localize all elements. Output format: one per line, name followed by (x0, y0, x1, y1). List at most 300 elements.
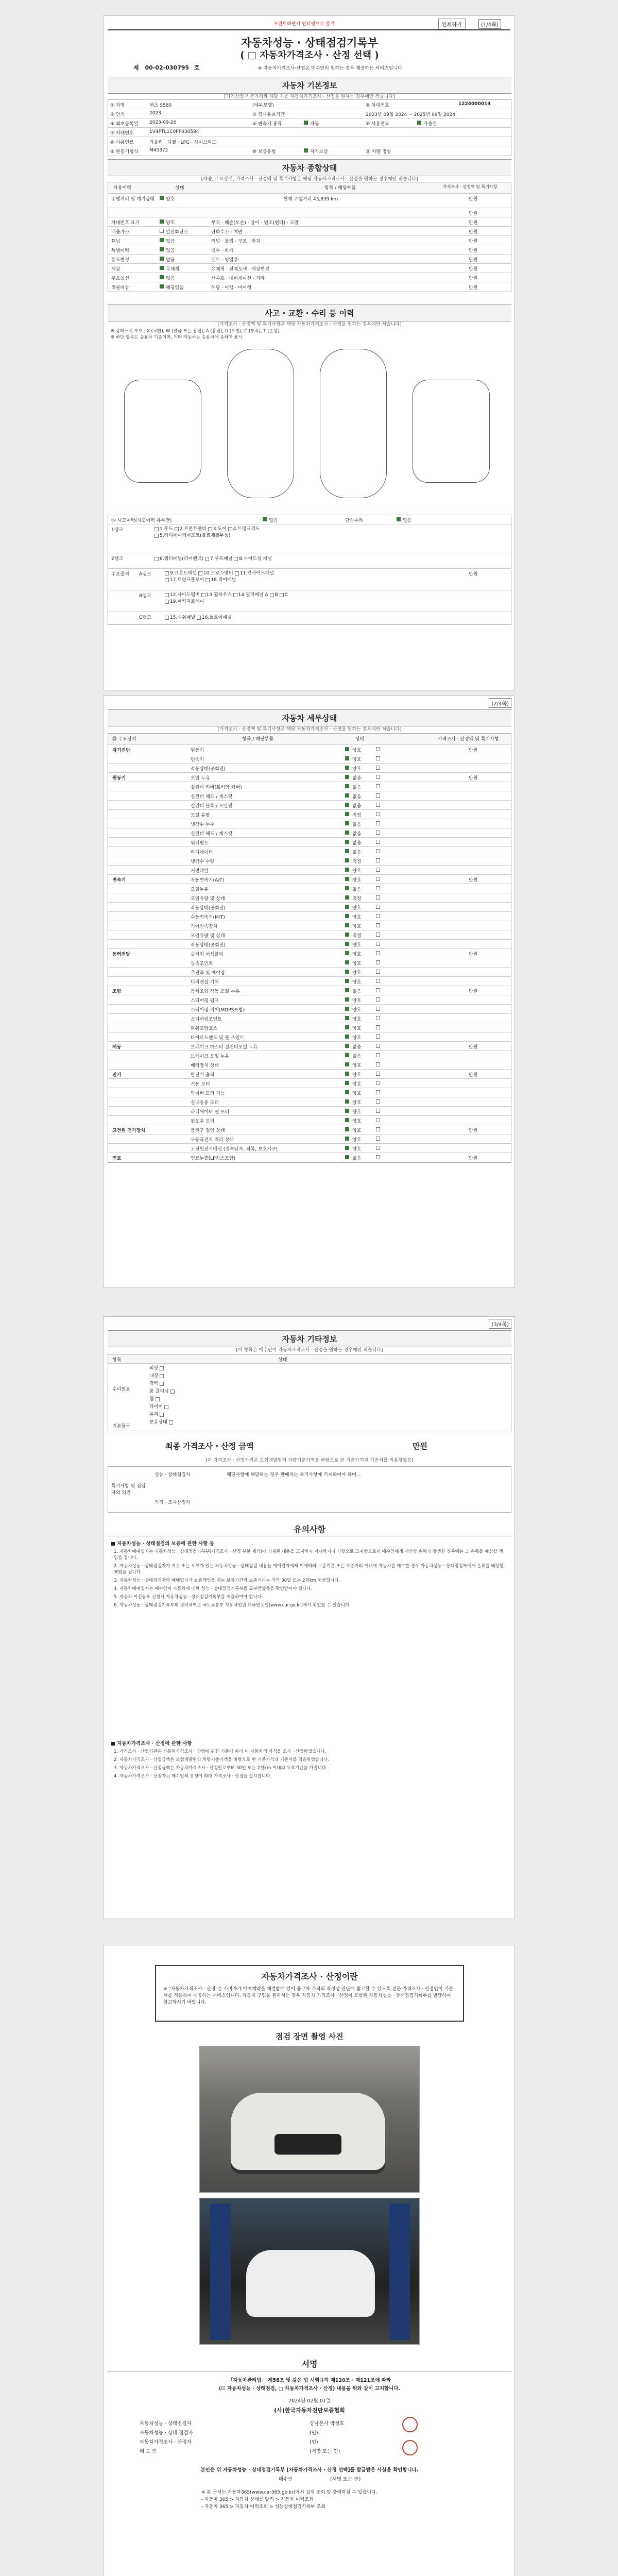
checkbox-icon[interactable] (345, 1099, 349, 1104)
final-price-sub: [이 가격조사 · 산정가격은 보험개발원의 차량기준가액을 바탕으로 한 기준가격과 기준서를 적용하였음] (205, 1458, 414, 1463)
basic-row: ② 연식 2023 ③ 검사유효기간 2023년 09일 2024 ~ 2025년 09일 2024 (108, 109, 511, 118)
checkbox-icon[interactable] (376, 914, 380, 918)
checkbox-icon[interactable] (397, 517, 401, 521)
checkbox-icon[interactable] (376, 812, 380, 816)
checkbox-icon[interactable] (376, 951, 380, 955)
checkbox-icon[interactable] (169, 1420, 173, 1425)
detail-item-label: 오일 유량 (191, 813, 210, 818)
checkbox-icon[interactable] (345, 942, 349, 946)
checkbox-icon[interactable] (345, 1109, 349, 1113)
detail-state: 없음 (352, 850, 362, 855)
checkbox-icon[interactable] (376, 1035, 380, 1039)
detail-state: 없음 (352, 785, 362, 790)
checkbox-icon[interactable] (376, 1146, 380, 1150)
detail-item-label: 워터펌프 (191, 841, 209, 846)
car-diagram (124, 344, 495, 509)
accident-row: 1랭크 1.후드 2.프론트펜더 3.도어 4.트렁크리드 5.라디에이터서포트(볼트체결부품) (108, 524, 511, 553)
detail-row (108, 1144, 511, 1153)
checkbox-icon[interactable] (304, 148, 308, 152)
summary-row: 주요옵션 없음 선루프 · 내비게이션 · 기타 만원 (108, 273, 511, 282)
checkbox-icon[interactable] (376, 803, 380, 807)
price-unit: 만원 (469, 776, 478, 781)
caution-item: 3. 자동차가격조사 · 산정금액은 자동차가격조사 · 산정일로부터 30일 또는 2천km 이내의 유효기간을 가집니다. (114, 1766, 328, 1771)
car-grille-shape (274, 2134, 341, 2155)
detail-row (108, 884, 511, 893)
detail-item-label: 커먼레일 (191, 869, 209, 874)
checkbox-icon[interactable] (160, 257, 164, 261)
repair-item: 보유상태 (149, 1419, 176, 1427)
detail-row (108, 1079, 511, 1088)
signer-row: 자동차성능 · 상태 점검자 (인) (140, 2430, 318, 2436)
repair-item: 휠 (149, 1396, 176, 1403)
checkbox-icon[interactable] (345, 1025, 349, 1029)
checkbox-icon[interactable] (345, 840, 349, 844)
basic-info-title: 자동차 기본정보 (108, 77, 511, 94)
checkbox-icon[interactable] (345, 886, 349, 890)
checkbox-icon[interactable] (160, 284, 164, 289)
checkbox-icon[interactable] (345, 775, 349, 779)
detail-state: 적정 (352, 813, 362, 818)
checkbox-icon[interactable] (345, 1146, 349, 1150)
inspection-photo-front (199, 2046, 420, 2193)
price-unit: 만원 (469, 1156, 478, 1161)
detail-row (108, 958, 511, 968)
summary-row: 용도변경 없음 렌트 · 영업용 만원 (108, 255, 511, 264)
detail-item-label: 실린더 블록 / 오일팬 (191, 804, 233, 809)
summary-row: 배출가스 일산화탄소 탄화수소 · 매연 만원 (108, 227, 511, 236)
detail-item-label: 자동변속기(A/T) (191, 878, 225, 883)
final-price-unit: 만원 (413, 1442, 427, 1451)
signer-row: 자동차성능 · 상태점검자 강남본사 박정호 (140, 2421, 345, 2427)
footer-note: - 자동차 365 > 자동차 이력조회 > 성능상태점검기록부 조회 (201, 2504, 325, 2510)
summary-row: 색상 무채색 유채색 · 전체도색 · 색상변경 만원 (108, 264, 511, 273)
checkbox-icon[interactable] (376, 1007, 380, 1011)
checkbox-icon[interactable] (170, 1389, 175, 1394)
checkbox-icon[interactable] (376, 1025, 380, 1029)
detail-group-label: 제동 (112, 1045, 122, 1050)
checkbox-icon[interactable] (376, 858, 380, 862)
checkbox-icon[interactable] (376, 784, 380, 788)
detail-item-label: 고전원전기배선 (접속단자, 피복, 보호기구) (191, 1147, 278, 1152)
detail-item-label: 구동축전지 격리 상태 (191, 1138, 234, 1143)
checkbox-icon[interactable] (345, 1155, 349, 1159)
price-unit: 만원 (469, 1073, 478, 1078)
detail-title: 자동차 세부상태 (108, 709, 511, 726)
detail-state: 양호 (352, 998, 362, 1004)
checkbox-icon[interactable] (376, 756, 380, 760)
checkbox-icon[interactable] (345, 905, 349, 909)
checkbox-icon[interactable] (345, 979, 349, 983)
accident-row: B랭크 12.사이드멤버 13.휠하우스 14.필러패널 A B C 19.패키지트레이 (108, 590, 511, 612)
checkbox-icon[interactable] (376, 868, 380, 872)
detail-item-label: 오일유량 및 상태 (191, 896, 225, 902)
detail-state: 없음 (352, 989, 362, 994)
checkbox-icon[interactable] (164, 1405, 168, 1409)
detail-row (108, 968, 511, 977)
detail-row (108, 930, 511, 940)
sign-text-1: 「자동차관리법」 제58조 및 같은 법 시행규칙 제120조 · 제121조에 따라 (228, 2378, 391, 2383)
detail-state: 양호 (352, 1119, 362, 1124)
detail-state: 적정 (352, 859, 362, 865)
detail-row (108, 810, 511, 819)
basic-row: ⑨ 원동기형식 M45372 ⑩ 보증유형 자가보증 ⑪ 차량 명칭 (110, 148, 391, 155)
checkbox-icon[interactable] (160, 247, 164, 251)
record-no-label: 제 (133, 64, 139, 71)
detail-row (108, 921, 511, 930)
detail-state: 적정 (352, 896, 362, 902)
detail-group-label: 고전원 전기장치 (112, 1128, 145, 1133)
basic-info-table (108, 99, 511, 156)
detail-state: 양호 (352, 1110, 362, 1115)
checkbox-icon[interactable] (417, 121, 421, 125)
sign-date: 2024년 02월 01일 (288, 2398, 331, 2404)
detail-state: 양호 (352, 952, 362, 957)
checkbox-icon[interactable] (376, 1155, 380, 1159)
detail-item-label: 실린더 커버(로커암 커버) (191, 785, 242, 790)
car-right-side (413, 380, 490, 483)
detail-state: 없음 (352, 1045, 362, 1050)
checkbox-icon[interactable] (160, 266, 164, 270)
stamp (402, 2440, 418, 2455)
summary-row: 리콜대상 해당없음 해당 · 이행 · 미이행 만원 (108, 282, 511, 292)
detail-item-label: 추진축 및 베어링 (191, 971, 225, 976)
detail-state: 양호 (352, 915, 362, 920)
caution-head-2: ■ 자동차가격조사 · 산정에 관한 사항 (111, 1741, 192, 1747)
detail-item-label: 오일유량 및 상태 (191, 934, 225, 939)
repair-item: 유리 (149, 1411, 176, 1419)
checkbox-icon[interactable] (345, 914, 349, 918)
checkbox-icon[interactable] (376, 1016, 380, 1020)
checkbox-icon[interactable] (376, 933, 380, 937)
checkbox-icon[interactable] (345, 849, 349, 853)
repair-group-label: 수리필요 (112, 1387, 130, 1392)
detail-row (108, 995, 511, 1005)
checkbox-icon[interactable] (160, 219, 164, 224)
checkbox-icon[interactable] (376, 923, 380, 927)
checkbox-icon[interactable] (345, 923, 349, 927)
summary-row: 특별이력 없음 침수 · 화재 만원 (108, 245, 511, 255)
checkbox-icon[interactable] (345, 821, 349, 825)
detail-item-label: 동력조향 작동 오일 누유 (191, 989, 240, 994)
checkbox-icon[interactable] (345, 951, 349, 955)
checkbox-icon[interactable] (160, 238, 164, 242)
checkbox-icon[interactable] (345, 784, 349, 788)
repair-item: 룸 클리닝 (149, 1388, 176, 1396)
confirm-text: 본인은 위 자동차성능 · 상태점검기록부 [자동차가격조사 · 산정 선택]를 발급받은 사실을 확인합니다. (200, 2467, 419, 2473)
detail-state: 없음 (352, 794, 362, 800)
detail-group-label: 전기 (112, 1073, 122, 1078)
basic-info-sub: [가격산정 기준가격과 해당 차종 자동차가격조사 · 산정을 원하는 경우에만 적습니다] (224, 94, 395, 99)
checkbox-icon[interactable] (345, 766, 349, 770)
checkbox-icon[interactable] (345, 858, 349, 862)
summary-table (108, 182, 511, 292)
special-label: 특기사항 및 점검자의 의견 (111, 1484, 146, 1496)
caution-item: 2. 자동차성능 · 상태점검자가 거짓 또는 오류가 있는 자동차성능 · 상태점검 내용을 매매업자에게 이에따라 보증기간 또는 보증거리 이내에 자동차를 매수한 경우 자동차성능 · 상태점검자에게 손해를 배상할 책임을 집니다. (114, 1564, 504, 1575)
checkbox-icon[interactable] (345, 747, 349, 751)
checkbox-icon[interactable] (376, 960, 380, 964)
detail-row (108, 1125, 511, 1134)
repair-item: 내장 (149, 1372, 176, 1380)
checkbox-icon[interactable] (376, 1127, 380, 1131)
checkbox-icon[interactable] (376, 775, 380, 779)
checkbox-icon[interactable] (345, 803, 349, 807)
price-unit: 만원 (469, 1045, 478, 1050)
detail-group-label: 연료 (112, 1156, 122, 1161)
detail-state: 양호 (352, 1036, 362, 1041)
detail-sub: [가격조사 · 산정액 및 특기사항은 해당 자동차가격조사 · 산정을 원하는 경우에만 적습니다] (217, 727, 402, 732)
checkbox-icon[interactable] (345, 1127, 349, 1131)
summary-header: 사용이력 상태 항목 / 해당부품 가격조사 · 산정액 및 특기사항 (108, 182, 511, 194)
detail-row (108, 1005, 511, 1014)
detail-state: 없음 (352, 887, 362, 892)
page-1 (103, 15, 515, 690)
detail-group-label: 원동기 (112, 776, 126, 781)
checkbox-icon[interactable] (376, 942, 380, 946)
checkbox-icon[interactable] (376, 1099, 380, 1104)
detail-item-label: 실린더 헤드 / 개스킷 (191, 794, 233, 800)
detail-item-label: 디퍼렌셜 기어 (191, 980, 219, 985)
detail-item-label: 스티어링 기어(MDPS포함) (191, 1008, 245, 1013)
caution-item: 4. 자동차가격조사 · 산정자는 매수인의 요청에 따라 가격조사 · 산정을 실시합니다. (114, 1774, 271, 1779)
checkbox-icon[interactable] (345, 1081, 349, 1085)
checkbox-icon[interactable] (376, 905, 380, 909)
car-front-shape (231, 2093, 385, 2170)
checkbox-icon[interactable] (304, 121, 308, 125)
detail-state: 양호 (352, 943, 362, 948)
checkbox-icon[interactable] (345, 988, 349, 992)
stamp (402, 2417, 418, 2432)
checkbox-icon[interactable] (160, 1366, 164, 1370)
price-unit: 만원 (469, 1128, 478, 1133)
print-button[interactable]: 인쇄하기 (438, 19, 466, 29)
checkbox-icon[interactable] (160, 229, 164, 233)
summary-row: 주행거리 및 계기상태 양호 현재 주행거리 43,839 km 만원 (108, 194, 511, 208)
checkbox-icon[interactable] (160, 275, 164, 279)
checkbox-icon[interactable] (376, 886, 380, 890)
detail-item-label: 윈도우 모터 (191, 1119, 215, 1124)
checkbox-icon[interactable] (345, 895, 349, 900)
signer-row: 자동차가격조사 · 산정자 (인) (140, 2439, 318, 2445)
checkbox-icon[interactable] (156, 1397, 160, 1401)
accident-row: 2랭크 6.쿼터패널(리어펜더) 7.루프패널 8.사이드실 패널 (108, 553, 511, 569)
checkbox-icon[interactable] (345, 1035, 349, 1039)
detail-state: 양호 (352, 748, 362, 753)
repair-item: 광택 (149, 1380, 176, 1388)
accident-legend-2: ※ 하단 항목은 승용차 기준이며, 기타 자동차는 승용차에 준하여 표시 (111, 335, 243, 340)
checkbox-icon[interactable] (345, 1016, 349, 1020)
detail-item-label: 브레이크 오일 누유 (191, 1054, 230, 1059)
lift-structure (210, 2204, 231, 2340)
signer-row: 매 도 인 (서명 또는 인) (140, 2449, 340, 2454)
detail-state: 양호 (352, 1082, 362, 1087)
detail-state: 양호 (352, 1063, 362, 1069)
detail-row (108, 1060, 511, 1070)
checkbox-icon[interactable] (345, 933, 349, 937)
price-unit: 만원 (469, 989, 478, 994)
caution-item: 2. 자동차가격조사 · 산정금액은 보험개발원의 차량기준가액을 바탕으로 한 기준가격과 기준서를 적용하였습니다. (114, 1757, 330, 1762)
checkbox-icon[interactable] (376, 1062, 380, 1066)
detail-state: 양호 (352, 1138, 362, 1143)
repair-item: 외장 (149, 1365, 176, 1372)
accident-row: ⑮ 사고이력(사고이력 유무만) 없음 단순수리 없음 (108, 515, 511, 524)
detail-group-label: 동력전달 (112, 952, 130, 957)
accident-row: C랭크 15.대쉬패널 16.플로어패널 (139, 615, 232, 620)
checkbox-icon[interactable] (376, 766, 380, 770)
checkbox-icon[interactable] (376, 1118, 380, 1122)
basic-items-label: 기본품목 (112, 1424, 130, 1429)
detail-item-label: 오일누유 (191, 887, 209, 892)
checkbox-icon[interactable] (376, 1072, 380, 1076)
detail-row (108, 754, 511, 764)
final-price-title: 최종 가격조사 · 산정 금액 (165, 1442, 254, 1451)
checkbox-icon[interactable] (345, 812, 349, 816)
detail-item-label: 와이퍼 모터 기능 (191, 1091, 225, 1096)
repair-item: 타이어 (149, 1403, 176, 1411)
sign-org: (사)한국자동차진단보증협회 (274, 2407, 345, 2414)
detail-row (108, 1153, 511, 1162)
document-subtitle: ( □ 자동차가격조사 · 산정 선택 ) (240, 50, 379, 61)
checkbox-icon[interactable] (376, 1137, 380, 1141)
detail-row (108, 977, 511, 986)
caution-title: 유의사항 (294, 1524, 325, 1534)
detail-item-label: 작동상태(공회전) (191, 943, 226, 948)
detail-item-label: 오일 누유 (191, 776, 210, 781)
accident-sub: [가격조사 · 산정액 및 특기사항은 해당 자동차가격조사 · 산정을 원하는 경우에만 적습니다] (217, 322, 402, 327)
detail-row (108, 1097, 511, 1107)
top-notice[interactable]: 프린트하면서 인터넷으로 알기 (273, 22, 335, 27)
checkbox-icon[interactable] (376, 988, 380, 992)
basic-row: ① 차명 벤츠 S580 (세부모델) ⑨ 차대번호 1224000014 (108, 100, 511, 109)
checkbox-icon[interactable] (376, 793, 380, 798)
basic-row: ⑦ 차대번호 1V4PTL1C0PP030584 (108, 128, 511, 137)
detail-state: 양호 (352, 906, 362, 911)
checkbox-icon[interactable] (376, 1109, 380, 1113)
detail-row (108, 866, 511, 875)
detail-item-label: 배력장치 상태 (191, 1063, 219, 1069)
detail-item-label: 냉각수 누수 (191, 822, 215, 827)
checkbox-icon[interactable] (345, 970, 349, 974)
detail-item-label: 기어변속장치 (191, 924, 218, 929)
checkbox-icon[interactable] (345, 868, 349, 872)
other-info-title: 자동차 기타정보 (108, 1330, 511, 1347)
lift-structure (389, 2204, 410, 2340)
checkbox-icon[interactable] (376, 1053, 380, 1057)
page-4 (103, 1945, 515, 2576)
checkbox-icon[interactable] (345, 1044, 349, 1048)
summary-row: 만원 (108, 208, 511, 217)
checkbox-icon[interactable] (345, 1062, 349, 1066)
checkbox-icon[interactable] (376, 970, 380, 974)
checkbox-icon[interactable] (376, 747, 380, 751)
detail-item-label: 라디에이터 (191, 850, 213, 855)
detail-item-label: 발전기 출력 (191, 1073, 215, 1078)
summary-row: 튜닝 없음 적법 · 불법 · 구조 · 장치 만원 (108, 236, 511, 245)
car-top-view (227, 349, 294, 498)
detail-state: 양호 (352, 767, 362, 772)
checkbox-icon[interactable] (376, 1044, 380, 1048)
checkbox-icon[interactable] (376, 849, 380, 853)
detail-item-label: 타이로드엔드 및 볼 조인트 (191, 1036, 245, 1041)
detail-row (108, 856, 511, 866)
page-number: (1/4쪽) (478, 19, 501, 29)
checkbox-icon[interactable] (345, 1007, 349, 1011)
service-body: ※ "자동차가격조사 · 산정"은 소비자가 매매계약을 체결함에 있어 중고차 가격의 적정성 판단에 참고할 수 있도록 전문 가격조사 · 산정인이 기준서를 적용하여 제공하는 서비스입니다. 자동차 구입을 원하시는 경우 자동차 가격조사 · 산정이 포함된 자동차성능 · 상태점검기록부를 발급하여 참고하시기 바랍니다. (163, 1987, 453, 2005)
detail-row (108, 949, 511, 958)
detail-state: 양호 (352, 980, 362, 985)
detail-row (108, 782, 511, 791)
detail-group-label: 자기진단 (112, 748, 130, 753)
checkbox-icon[interactable] (376, 979, 380, 983)
sign-text-2: (☑ 자동차성능 · 상태점검, □ 자동차가격조사 · 산정) 내용을 위와 같이 고지합니다. (218, 2386, 401, 2392)
record-no: 00-02-030795 (145, 64, 190, 71)
summary-title: 자동차 종합상태 (108, 159, 511, 176)
checkbox-icon[interactable] (345, 960, 349, 964)
checkbox-icon[interactable] (376, 831, 380, 835)
detail-item-label: 작동상태(공회전) (191, 767, 226, 772)
caution-item: 1. 가격조사 · 산정기관은 자동차가격조사 · 산정에 관한 기준에 따라 이 자동차의 가격을 조사 · 산정하였습니다. (114, 1749, 327, 1754)
checkbox-icon[interactable] (160, 1382, 164, 1386)
checkbox-icon[interactable] (345, 1118, 349, 1122)
detail-row (108, 912, 511, 921)
page-3 (103, 1316, 515, 1919)
page-2 (103, 696, 515, 1288)
detail-row (108, 838, 511, 847)
detail-header: ⑫ 주요장치 항목 / 해당부품 상태 가격조사 · 산정액 및 특기사항 (108, 734, 511, 745)
checkbox-icon[interactable] (345, 1072, 349, 1076)
checkbox-icon[interactable] (160, 196, 164, 200)
checkbox-icon[interactable] (345, 831, 349, 835)
checkbox-icon[interactable] (376, 895, 380, 900)
caution-item: 5. 자동차 이전등록 신청시 자동차성능 · 상태점검기록부를 제출하여야 합니다. (114, 1595, 263, 1600)
checkbox-icon[interactable] (376, 1090, 380, 1094)
checkbox-icon[interactable] (263, 517, 267, 521)
car-rear-shape (246, 2250, 375, 2317)
checkbox-icon[interactable] (376, 821, 380, 825)
checkbox-icon[interactable] (160, 1374, 164, 1378)
checkbox-icon[interactable] (345, 997, 349, 1002)
checkbox-icon[interactable] (376, 840, 380, 844)
detail-state: 양호 (352, 1017, 362, 1022)
checkbox-icon[interactable] (376, 877, 380, 881)
checkbox-icon[interactable] (345, 1137, 349, 1141)
checkbox-icon[interactable] (160, 1413, 164, 1417)
checkbox-icon[interactable] (345, 756, 349, 760)
detail-item-label: 라디에이터 팬 모터 (191, 1110, 230, 1115)
checkbox-icon[interactable] (345, 793, 349, 798)
caution-item: 3. 자동차성능 · 상태점검자와 매매업자가 보증책임을 지는 보증기간과 보증거리는 각각 30일 또는 2천km 이상입니다. (114, 1578, 340, 1583)
detail-row (108, 875, 511, 884)
detail-state: 없음 (352, 1156, 362, 1161)
page-number: (3/4쪽) (489, 1319, 511, 1329)
page-number: (2/4쪽) (489, 698, 511, 708)
detail-item-label: 등속조인트 (191, 961, 213, 967)
detail-state: 없음 (352, 776, 362, 781)
detail-row (108, 893, 511, 903)
detail-row (108, 828, 511, 838)
price-unit: 만원 (469, 952, 478, 957)
checkbox-icon[interactable] (345, 1053, 349, 1057)
detail-item-label: 파워고압호스 (191, 1026, 218, 1031)
inspection-photo-rear (199, 2198, 420, 2345)
checkbox-icon[interactable] (376, 1081, 380, 1085)
checkbox-icon[interactable] (345, 877, 349, 881)
checkbox-icon[interactable] (376, 997, 380, 1002)
checkbox-icon[interactable] (345, 1090, 349, 1094)
car-frame-view (320, 349, 387, 498)
detail-state: 양호 (352, 757, 362, 762)
document-title: 자동차성능 · 상태점검기록부 (241, 37, 379, 49)
detail-state: 적정 (352, 934, 362, 939)
